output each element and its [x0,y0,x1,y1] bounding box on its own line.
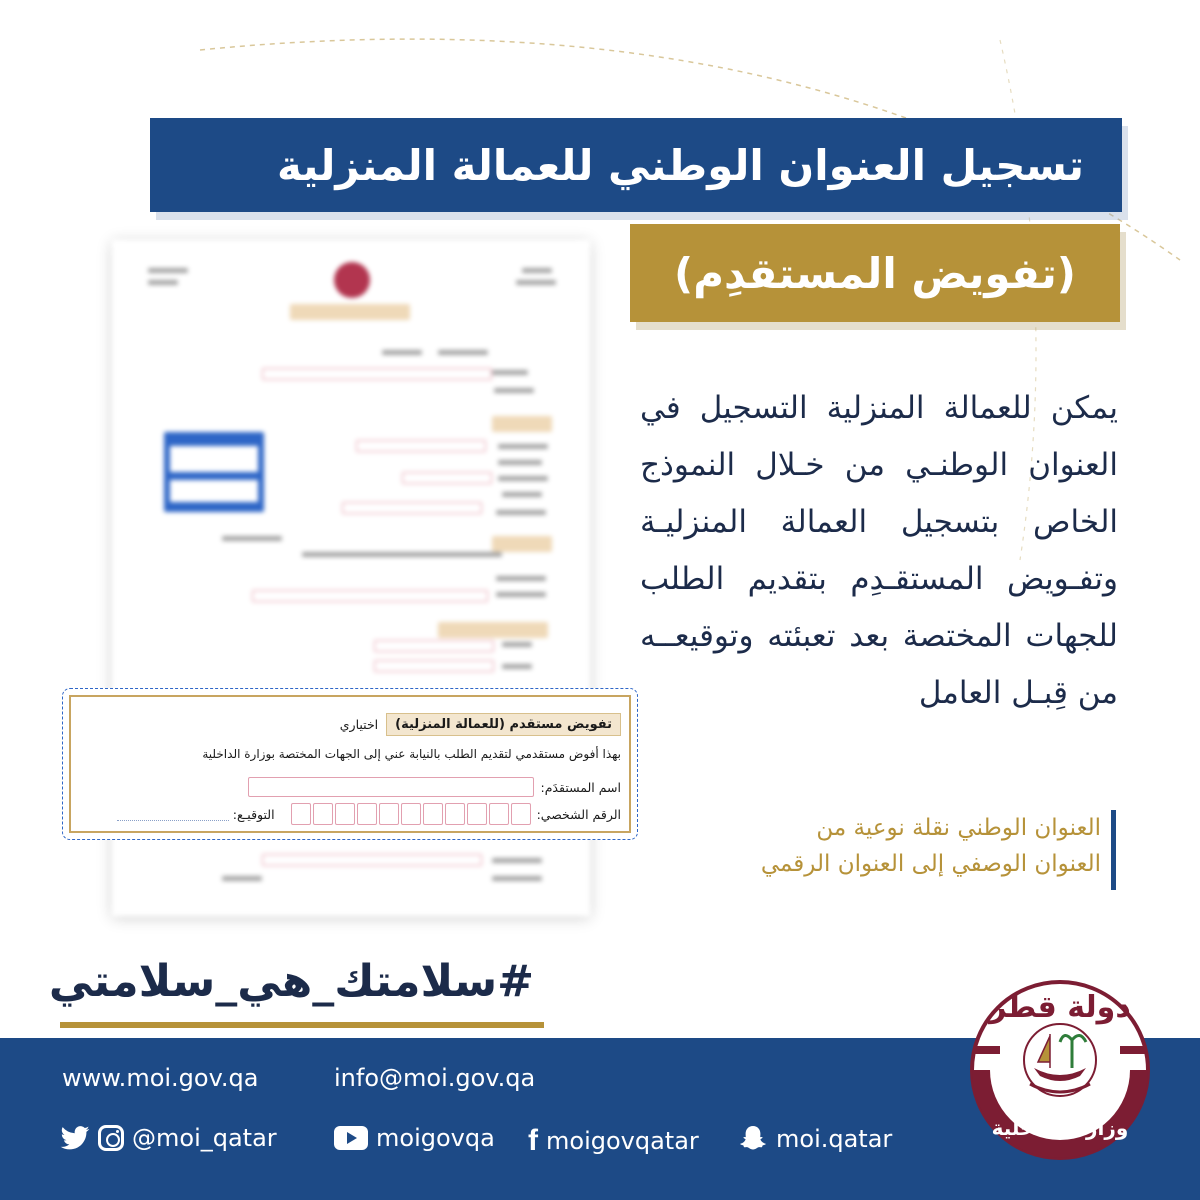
employer-name-row [248,777,621,797]
emblem-bottom-text: وزارة الداخلية [991,1116,1129,1140]
page-title: تسجيل العنوان الوطني للعمالة المنزلية [277,140,1084,190]
facebook-icon: f [528,1124,538,1157]
snapchat-link[interactable] [738,1124,892,1154]
id-cell[interactable] [357,803,377,825]
description-paragraph: يمكن للعمالة المنزلية التسجيل في العنوان الوطنـي من خـلال النموذج الخاص بتسجيل العمالة المنزليـة وتفـويض المستقـدِم بتقديم الطلب للجهات المختصة بعد تعبئته وتوقيعــه من قِبـل العامل [640,390,1118,711]
email-text: info@moi.gov.qa [334,1064,536,1092]
employer-name-field[interactable] [248,777,534,797]
youtube-icon [334,1126,368,1150]
campaign-hashtag: #سلامتك_هي_سلامتي [48,956,534,1007]
email-link[interactable] [334,1064,535,1092]
facebook-text: moigovqatar [546,1127,699,1155]
page-subtitle: (تفويض المستقدِم) [674,248,1076,298]
id-cell[interactable] [423,803,443,825]
id-cell[interactable] [467,803,487,825]
authorization-callout [62,688,638,840]
id-cell[interactable] [379,803,399,825]
id-number-field[interactable] [291,803,531,825]
signature-group [117,807,275,822]
ministry-emblem [960,950,1160,1180]
signature-field[interactable] [117,807,229,821]
optional-label: اختياري [339,717,379,732]
title-banner [150,118,1122,212]
website-text: www.moi.gov.qa [62,1064,259,1092]
id-row [117,803,621,825]
website-link[interactable] [62,1064,259,1092]
snapchat-icon [738,1124,768,1154]
doc-blue-box [164,432,264,512]
id-cell[interactable] [313,803,333,825]
youtube-text: moigovqa [376,1124,495,1152]
id-cell[interactable] [401,803,421,825]
highlight-quote [640,810,1116,890]
id-cell[interactable] [335,803,355,825]
employer-name-label: اسم المستقدَم: [540,779,621,795]
subtitle-banner [630,224,1120,322]
social-handle-text: @moi_qatar [132,1124,277,1152]
emblem-icon [960,950,1160,1180]
quote-line-1: العنوان الوطني نقلة نوعية من [816,815,1101,841]
twitter-instagram-link[interactable] [60,1124,277,1152]
emblem-top-text: دولة قطر [989,990,1131,1025]
youtube-link[interactable] [334,1124,495,1152]
id-cell[interactable] [445,803,465,825]
instagram-icon [98,1125,124,1151]
authorization-header-row [340,713,621,736]
signature-label: التوقيـع: [232,806,275,822]
id-label: الرقم الشخصي: [536,806,621,822]
quote-line-2: العنوان الوصفي إلى العنوان الرقمي [760,851,1101,877]
twitter-icon [60,1126,90,1150]
snapchat-text: moi.qatar [776,1125,893,1153]
authorization-section-tag: تفويض مستقدم (للعمالة المنزلية) [386,713,621,736]
authorization-form [69,695,631,833]
id-cell[interactable] [511,803,531,825]
id-cell[interactable] [489,803,509,825]
facebook-link[interactable] [528,1124,699,1158]
hashtag-underline [60,1022,544,1028]
authorization-statement: بهذا أفوض مستقدمي لتقديم الطلب بالنيابة عني إلى الجهات المختصة بوزارة الداخلية [202,747,621,761]
doc-emblem-icon [334,262,370,298]
id-cell[interactable] [291,803,311,825]
